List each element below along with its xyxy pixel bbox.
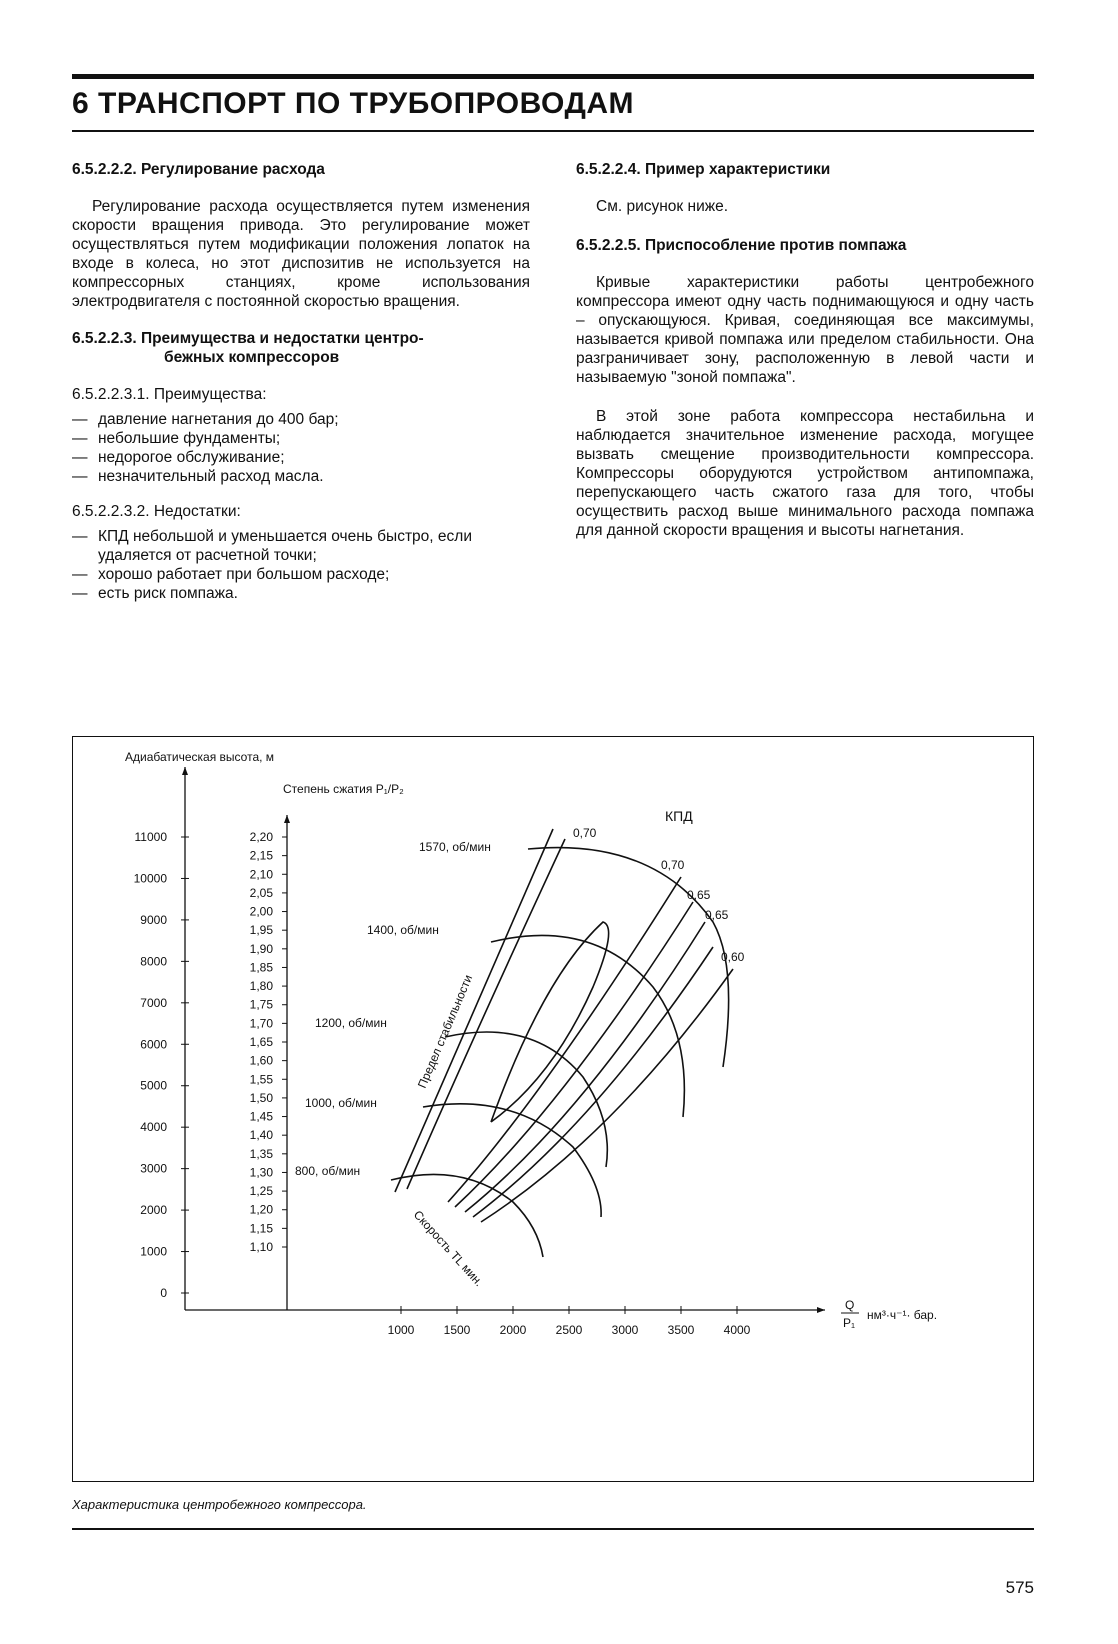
speed-curve-1200 — [445, 1032, 607, 1167]
stability-line — [395, 829, 553, 1192]
y2-tick-label: 2,05 — [249, 885, 273, 900]
stability-line — [407, 839, 565, 1189]
y2-tick-label: 1,60 — [249, 1053, 273, 1068]
disadvantages-label: 6.5.2.2.3.2. Недостатки: — [72, 503, 241, 520]
y2-tick-label: 1,80 — [249, 979, 273, 994]
y2-tick-label: 1,30 — [249, 1165, 273, 1180]
x-tick-label: 1000 — [387, 1323, 415, 1337]
y-axis-label: Адиабатическая высота, м — [125, 750, 275, 764]
y2-axis-label: Степень сжатия P₁/P₂ — [283, 782, 404, 796]
example-text: См. рисунок ниже. — [596, 198, 729, 215]
section-heading-antisurge: 6.5.2.2.5. Приспособление против помпажа — [576, 237, 907, 254]
list-item: — давление нагнетания до 400 бар; — [72, 410, 530, 429]
x-axis-arrow — [817, 1307, 825, 1313]
y2-tick-label: 1,20 — [249, 1202, 273, 1217]
list-item: — недорогое обслуживание; — [72, 448, 530, 467]
speed-label: 1400, об/мин — [367, 923, 439, 937]
y2-tick-label: 1,50 — [249, 1090, 273, 1105]
efficiency-island — [491, 922, 609, 1122]
figure-caption: Характеристика центробежного компрессора. — [72, 1497, 367, 1512]
x-tick-label: 3500 — [667, 1323, 695, 1337]
y-tick-label: 2000 — [140, 1203, 167, 1218]
speed-label: 1200, об/мин — [315, 1016, 387, 1030]
y2-tick-label: 1,70 — [249, 1016, 273, 1031]
efficiency-label: 0,70 — [573, 826, 597, 840]
efficiency-label: 0,70 — [661, 858, 685, 872]
x-tick-label: 1500 — [443, 1323, 471, 1337]
figure-frame — [72, 736, 1034, 1482]
x-tick-label: 2000 — [499, 1323, 527, 1337]
y-tick-label: 9000 — [140, 912, 167, 927]
y2-tick-label: 1,55 — [249, 1072, 273, 1087]
antisurge-paragraph-1: Кривые характеристики работы центробежного компрессора имеют одну часть поднимающуюся и одну часть – опускающуюся. Кривая, соединяющая все максимумы, называется кривой помпажа или пределом стабильности. Она разграничивает зону, расположенную в левой части и называемую "зоной помпажа". — [576, 274, 1034, 386]
y2-tick-label: 1,85 — [249, 960, 273, 975]
y-tick-label: 5000 — [140, 1078, 167, 1093]
section-heading-flow-control: 6.5.2.2.2. Регулирование расхода — [72, 161, 325, 178]
y2-tick-label: 2,00 — [249, 904, 273, 919]
y-tick-label: 1000 — [140, 1244, 167, 1259]
speed-label: 800, об/мин — [295, 1164, 361, 1178]
efficiency-label: 0,65 — [705, 908, 729, 922]
y2-tick-label: 2,10 — [249, 867, 273, 882]
y2-tick-label: 1,40 — [249, 1128, 273, 1143]
stability-limit-label: Предел стабильности — [414, 972, 476, 1091]
x-unit-suffix: нм³·ч⁻¹· бар. — [867, 1308, 938, 1322]
section-heading-example: 6.5.2.2.4. Пример характеристики — [576, 161, 831, 178]
pros-cons-title-line2: бежных компрессоров — [164, 349, 340, 366]
y-tick-label: 4000 — [140, 1120, 167, 1135]
advantages-list — [72, 410, 530, 486]
y-tick-label: 10000 — [133, 871, 167, 886]
speed-label: 1000, об/мин — [305, 1096, 377, 1110]
chapter-title: 6 ТРАНСПОРТ ПО ТРУБОПРОВОДАМ — [72, 87, 635, 120]
x-unit-denominator: P₁ — [843, 1316, 856, 1330]
y-tick-label: 6000 — [140, 1037, 167, 1052]
x-tick-label: 2500 — [555, 1323, 583, 1337]
y2-tick-label: 2,20 — [249, 830, 273, 844]
pros-cons-title-line1: 6.5.2.2.3. Преимущества и недостатки центро- — [72, 330, 424, 347]
y2-tick-label: 1,10 — [249, 1240, 273, 1254]
antisurge-paragraph-2: В этой зоне работа компрессора нестабильна и наблюдается значительное изменение расхода, могущее вызвать смещение производительности компрессора. Компрессоры оборудуются устройством антипомпажа, перепускающего часть сжатого газа для того, чтобы осуществить расход выше минимального расхода помпажа для данной скорости вращения и высоты нагнетания. — [576, 408, 1034, 539]
bottom-rule — [72, 1528, 1034, 1530]
speed-curve-1400 — [491, 935, 684, 1117]
advantages-label: 6.5.2.2.3.1. Преимущества: — [72, 386, 267, 403]
list-item: — незначительный расход масла. — [72, 467, 530, 486]
disadvantages-list — [72, 527, 530, 603]
min-speed-label: Скорость TL мин. — [410, 1207, 487, 1290]
y-tick-label: 7000 — [140, 995, 167, 1010]
x-unit-numerator: Q — [845, 1298, 855, 1312]
efficiency-curve — [481, 969, 733, 1222]
y-tick-label: 0 — [160, 1286, 167, 1300]
y2-tick-label: 1,75 — [249, 997, 273, 1012]
y2-tick-label: 1,15 — [249, 1221, 273, 1236]
y-tick-label: 8000 — [140, 954, 167, 969]
y2-tick-label: 1,90 — [249, 941, 273, 956]
y2-tick-label: 1,45 — [249, 1109, 273, 1124]
efficiency-label: 0,65 — [687, 888, 711, 902]
y-axis-arrow — [182, 767, 188, 775]
compressor-characteristic-chart — [73, 737, 1033, 1481]
efficiency-curve — [465, 922, 705, 1212]
list-item: — КПД небольшой и уменьшается очень быстро, если удаляется от расчетной точки; — [72, 527, 530, 565]
y2-tick-label: 1,25 — [249, 1184, 273, 1199]
y2-tick-label: 2,15 — [249, 848, 273, 863]
left-column — [72, 160, 530, 619]
list-item: — хорошо работает при большом расходе; — [72, 565, 530, 584]
efficiency-label: 0,60 — [721, 950, 745, 964]
x-tick-label: 3000 — [611, 1323, 639, 1337]
flow-control-text: Регулирование расхода осуществляется путем изменения скорости вращения привода. Это регулирование может осуществляться путем модификации положения лопаток на входе в колеса, но этот диспозитив не используется на компрессорных станциях, кроме использования электродвигателя с постоянной скоростью вращения. — [72, 198, 530, 310]
section-heading-pros-cons — [72, 329, 530, 367]
efficiency-title: КПД — [665, 808, 693, 824]
right-column — [576, 160, 1034, 560]
y2-tick-label: 1,95 — [249, 923, 273, 938]
top-rule — [72, 74, 1034, 79]
y2-tick-label: 1,65 — [249, 1035, 273, 1049]
title-rule — [72, 130, 1034, 132]
page-number: 575 — [1005, 1578, 1034, 1597]
y-tick-label: 3000 — [140, 1161, 167, 1176]
efficiency-curve — [455, 902, 693, 1207]
y2-axis-arrow — [284, 815, 290, 823]
speed-label: 1570, об/мин — [419, 840, 491, 854]
x-tick-label: 4000 — [723, 1323, 751, 1337]
y-tick-label: 11000 — [134, 830, 167, 844]
list-item: — есть риск помпажа. — [72, 584, 530, 603]
y2-tick-label: 1,35 — [249, 1146, 273, 1161]
list-item: — небольшие фундаменты; — [72, 429, 530, 448]
